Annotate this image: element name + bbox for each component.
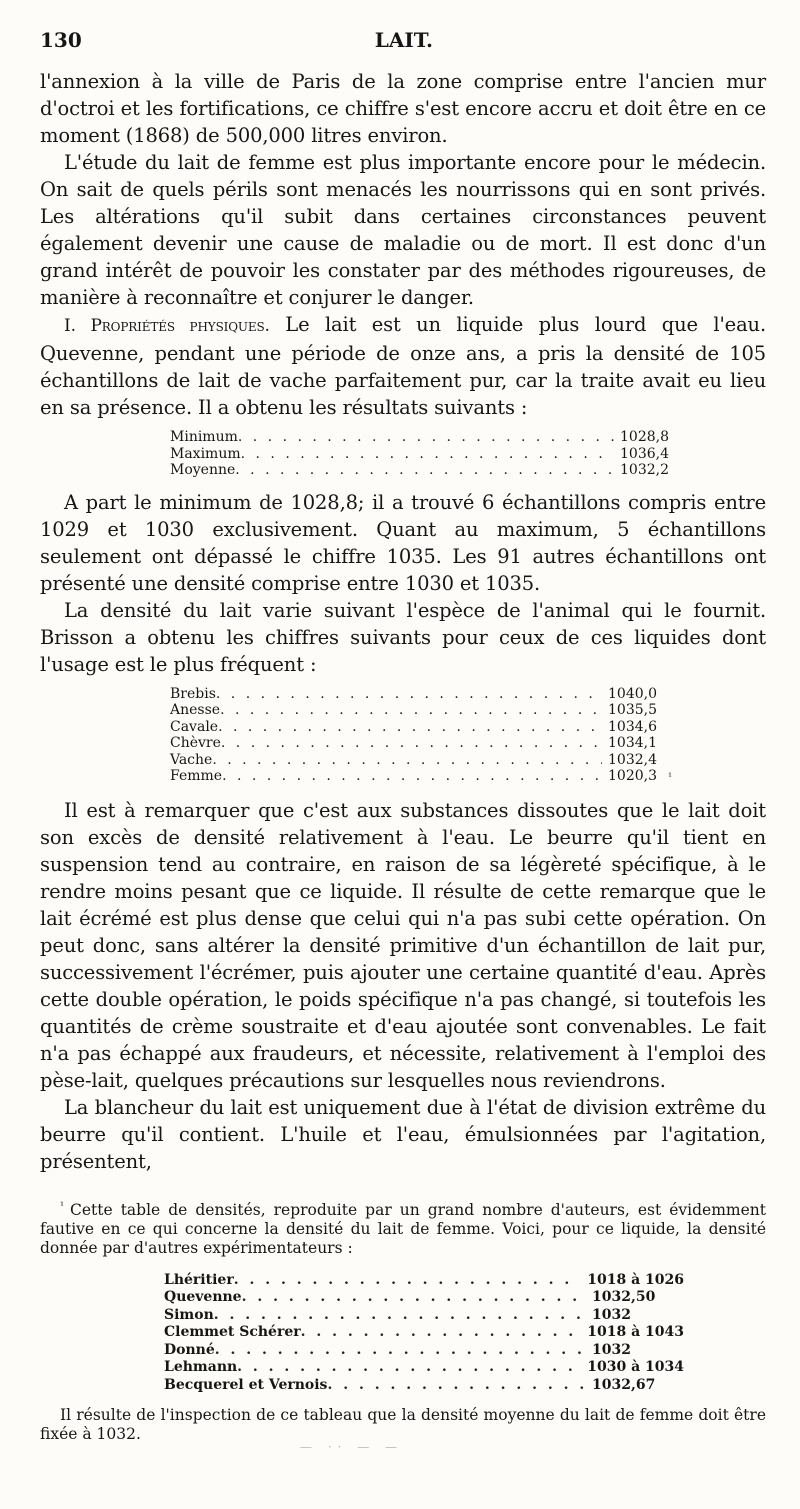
row-value: 1032,4	[608, 751, 657, 768]
page-number: 130	[40, 28, 82, 52]
paragraph-5: La densité du lait varie suivant l'espèce de l'animal qui le fournit. Brisson a obtenu les chiffres suivants pour ceux de ces liquides dont l'usage est le plus fréquent :	[40, 598, 766, 676]
footnote-density-table	[164, 1272, 684, 1395]
brisson-density-table	[170, 686, 680, 787]
row-label: Donné	[164, 1341, 215, 1358]
row-value: 1035,5	[608, 702, 657, 718]
table-row	[164, 1324, 684, 1342]
footnote-body: Cette table de densités, reproduite par un grand nombre d'auteurs, est évidemment fautive en ce qui concerne la densité du lait de femme. Voici, pour ce liquide, la densité donnée par d'autres expérimentateurs :	[40, 1200, 766, 1257]
row-label: Lehmann	[164, 1359, 238, 1376]
row-label: Chèvre	[170, 735, 221, 751]
row-label: Lhéritier	[164, 1271, 234, 1288]
leader-dots	[220, 702, 602, 719]
leader-dots	[216, 686, 602, 703]
row-value: 1036,4	[620, 445, 669, 462]
row-value: 1030 à 1034	[587, 1359, 684, 1376]
leader-dots	[241, 446, 614, 463]
table-row	[170, 702, 680, 719]
table-row	[170, 462, 680, 479]
row-label: Femme	[170, 768, 223, 784]
table-row	[170, 446, 680, 463]
table-row	[170, 752, 680, 769]
footnote-conclusion: Il résulte de l'inspection de ce tableau que la densité moyenne du lait de femme doit être fixée à 1032.	[40, 1406, 766, 1444]
table-row	[170, 735, 680, 752]
leader-dots	[214, 1307, 586, 1325]
footnote-mark: ¹	[668, 772, 673, 783]
leader-dots	[215, 1342, 586, 1360]
leader-dots	[242, 1289, 586, 1307]
row-value: 1032,2	[620, 462, 669, 478]
table-row	[164, 1377, 684, 1395]
table-row	[164, 1307, 684, 1325]
leader-dots	[221, 735, 602, 752]
footnote-number: ¹	[60, 1200, 65, 1212]
row-value: 1032	[592, 1306, 631, 1323]
row-label: Anesse	[170, 702, 221, 718]
row-label: Clemmet Schérer	[164, 1324, 301, 1341]
leader-dots	[301, 1324, 582, 1342]
print-smudge: — ·· — —	[300, 1440, 404, 1454]
row-label: Becquerel et Vernois	[164, 1376, 328, 1393]
table-row	[170, 768, 680, 787]
row-value: 1034,1	[608, 735, 657, 751]
row-value: 1028,8	[620, 429, 669, 445]
leader-dots	[238, 429, 614, 446]
row-label: Brebis	[170, 685, 216, 702]
row-label: Vache	[170, 751, 213, 768]
quevenne-density-table	[170, 429, 680, 479]
row-value: 1020,3	[608, 768, 657, 784]
leader-dots	[222, 768, 602, 785]
row-label: Moyenne	[170, 462, 236, 478]
leader-dots	[212, 752, 602, 769]
footnote	[40, 1197, 766, 1445]
table-row	[164, 1342, 684, 1360]
leader-dots	[235, 462, 614, 479]
paragraph-2: L'étude du lait de femme est plus importante encore pour le médecin. On sait de quels périls sont menacés les nourrissons qui en sont privés. Les altérations qu'il subit dans certaines circonstances peuvent également devenir une cause de maladie ou de mort. Il est donc d'un grand intérêt de pouvoir les constater par des méthodes rigoureuses, de manière à reconnaître et conjurer le danger.	[40, 151, 766, 309]
row-value: 1018 à 1026	[587, 1271, 684, 1288]
leader-dots	[218, 719, 602, 736]
footnote-text	[40, 1197, 766, 1258]
row-value: 1032,50	[592, 1289, 656, 1306]
paragraph-4: A part le minimum de 1028,8; il a trouvé 6 échantillons compris entre 1029 et 1030 exclusivement. Quant au maximum, 5 échantillons seulement ont dépassé le chiffre 1035. Les 91 autres échantillons ont présenté une densité comprise entre 1030 et 1035.	[40, 490, 766, 595]
leader-dots	[234, 1272, 582, 1290]
row-label: Simon	[164, 1306, 214, 1323]
table-row	[170, 719, 680, 736]
table-row	[170, 429, 680, 446]
row-label: Quevenne	[164, 1289, 242, 1306]
leader-dots	[327, 1377, 586, 1395]
row-value: 1032	[592, 1341, 631, 1358]
paragraph-3-text: Le lait est un liquide plus lourd que l'eau. Quevenne, pendant une période de onze ans, a pris la densité de 105 échantillons de lait de vache parfaitement pur, car la traite avait eu lieu en sa présence. Il a obtenu les résultats suivants :	[40, 313, 766, 419]
table-row	[164, 1359, 684, 1377]
section-heading: I. Propriétés physiques.	[64, 316, 270, 336]
row-value: 1018 à 1043	[587, 1324, 684, 1341]
row-label: Cavale	[170, 718, 219, 735]
row-value: 1040,0	[608, 685, 657, 702]
running-header	[40, 28, 766, 68]
row-label: Minimum	[170, 429, 238, 445]
paragraph-6: Il est à remarquer que c'est aux substances dissoutes que le lait doit son excès de densité relativement à l'eau. Le beurre qu'il tient en suspension tend au contraire, en raison de sa légèreté spécifique, à le rendre moins pesant que ce liquide. Il résulte de cette remarque que le lait écrémé est plus dense que celui qui n'a pas subi cette opération. On peut donc, sans altérer la densité primitive d'un échantillon de lait pur, successivement l'écrémer, puis ajouter une certaine quantité d'eau. Après cette double opération, le poids spécifique n'a pas changé, si toutefois les quantités de crème soustraite et d'eau ajoutée sont convenables. Le fait n'a pas échappé aux fraudeurs, et nécessite, relativement à l'emploi des pèse-lait, quelques précautions sur lesquelles nous reviendrons.	[40, 798, 766, 1092]
paragraph-1: l'annexion à la ville de Paris de la zone comprise entre l'ancien mur d'octroi et les fortifications, ce chiffre s'est encore accru et doit être en ce moment (1868) de 500,000 litres environ.	[40, 70, 766, 147]
table-row	[170, 686, 680, 703]
table-row	[164, 1289, 684, 1307]
paragraph-3	[40, 311, 766, 421]
row-label: Maximum	[170, 445, 241, 462]
row-value: 1034,6	[608, 718, 657, 735]
leader-dots	[237, 1359, 581, 1377]
paragraph-7: La blancheur du lait est uniquement due à l'état de division extrême du beurre qu'il contient. L'huile et l'eau, émulsionnées par l'agitation, présentent,	[40, 1095, 766, 1173]
table-row	[164, 1272, 684, 1290]
running-title: LAIT.	[374, 28, 433, 52]
row-value: 1032,67	[592, 1376, 656, 1393]
